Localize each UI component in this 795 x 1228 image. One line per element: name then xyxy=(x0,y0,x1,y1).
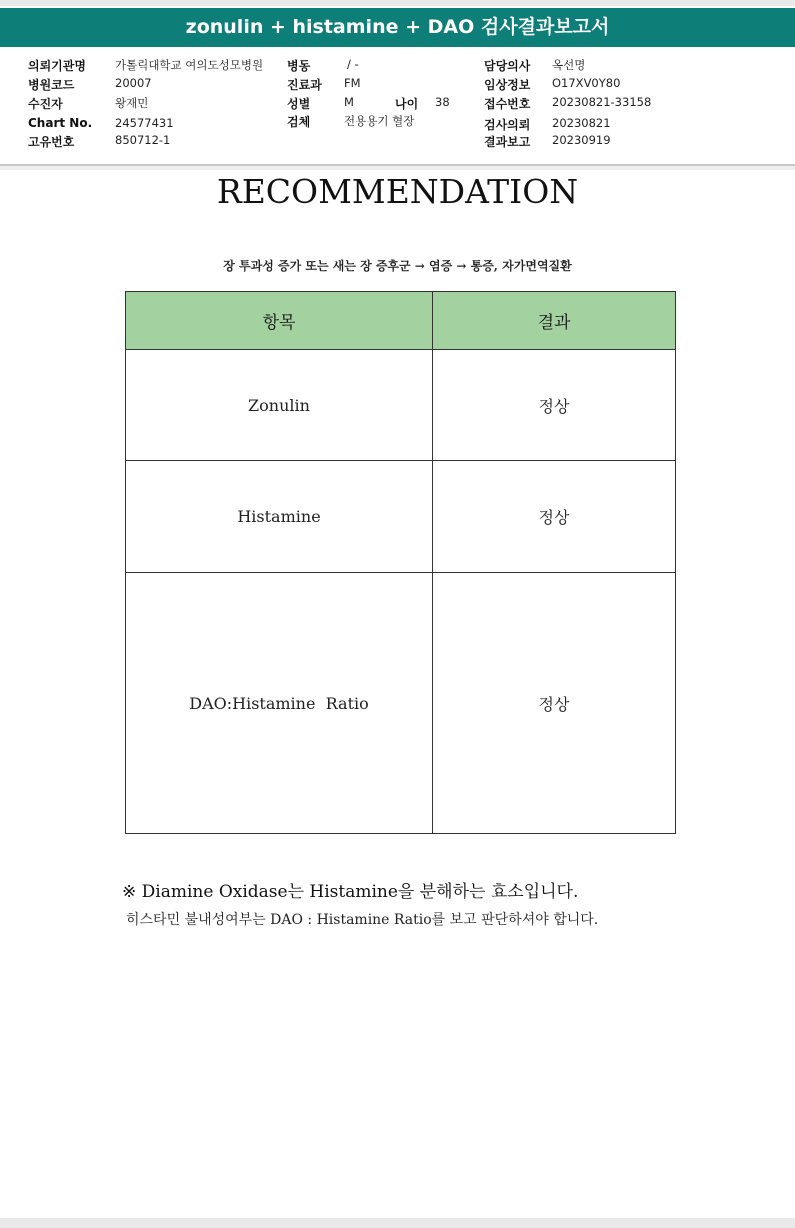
institution-value: 가톨릭대학교 여의도성모병원 xyxy=(115,58,264,72)
sex-value: M xyxy=(344,95,354,109)
recommendation-heading: RECOMMENDATION xyxy=(216,172,579,211)
top-border xyxy=(0,0,795,6)
sex-label: 성별 xyxy=(287,97,311,111)
header-result: 결과 xyxy=(433,292,676,350)
hospital-code-value: 20007 xyxy=(115,76,152,90)
table-row xyxy=(126,573,676,834)
clinical-info-value: O17XV0Y80 xyxy=(552,76,621,90)
doctor-label: 담당의사 xyxy=(484,59,531,73)
unique-no-value: 850712-1 xyxy=(115,133,171,147)
hospital-code-label: 병원코드 xyxy=(28,78,75,92)
table-row xyxy=(126,350,676,461)
receipt-no-value: 20230821-33158 xyxy=(552,95,652,109)
report-title: zonulin + histamine + DAO 검사결과보고서 xyxy=(0,8,795,47)
institution-label: 의뢰기관명 xyxy=(28,59,86,73)
age-value: 38 xyxy=(435,95,450,109)
row-item-zonulin: Zonulin xyxy=(126,350,433,461)
bottom-border xyxy=(0,1218,795,1228)
specimen-value: 전용용기 혈장 xyxy=(344,114,415,128)
department-value: FM xyxy=(344,76,361,90)
unique-no-label: 고유번호 xyxy=(28,135,75,149)
specimen-label: 검체 xyxy=(287,115,311,129)
department-label: 진료과 xyxy=(287,78,322,92)
age-label: 나이 xyxy=(395,97,419,111)
row-item-dao-ratio: DAO:Histamine Ratio xyxy=(126,573,433,834)
table-header-row xyxy=(126,292,676,350)
row-result-dao-ratio: 정상 xyxy=(433,573,676,834)
result-report-value: 20230919 xyxy=(552,133,611,147)
receipt-no-label: 접수번호 xyxy=(484,97,531,111)
row-result-histamine: 정상 xyxy=(433,461,676,573)
patient-label: 수진자 xyxy=(28,97,63,111)
chart-no-value: 24577431 xyxy=(115,116,174,130)
header-item: 항목 xyxy=(126,292,433,350)
patient-info-panel xyxy=(0,50,795,162)
patient-value: 왕재민 xyxy=(115,96,149,110)
chart-no-label: Chart No. xyxy=(28,116,93,130)
test-request-label: 검사의뢰 xyxy=(484,118,531,132)
test-request-value: 20230821 xyxy=(552,116,611,130)
note-dao-definition: ※ Diamine Oxidase는 Histamine을 분해하는 효소입니다. xyxy=(122,882,579,902)
clinical-info-label: 임상정보 xyxy=(484,78,531,92)
row-result-zonulin: 정상 xyxy=(433,350,676,461)
ward-label: 병동 xyxy=(287,59,311,73)
result-table xyxy=(125,291,676,834)
ward-value: / - xyxy=(347,57,359,71)
note-histamine-intolerance: 히스타민 불내성여부는 DAO : Histamine Ratio를 보고 판단하셔야 합니다. xyxy=(126,912,599,928)
result-report-label: 결과보고 xyxy=(484,135,531,149)
recommendation-subtitle: 장 투과성 증가 또는 새는 장 증후군 → 염증 → 통증, 자가면역질환 xyxy=(223,259,572,273)
table-row xyxy=(126,461,676,573)
row-item-histamine: Histamine xyxy=(126,461,433,573)
header-divider-shadow xyxy=(0,166,795,170)
doctor-value: 옥선명 xyxy=(552,58,586,72)
